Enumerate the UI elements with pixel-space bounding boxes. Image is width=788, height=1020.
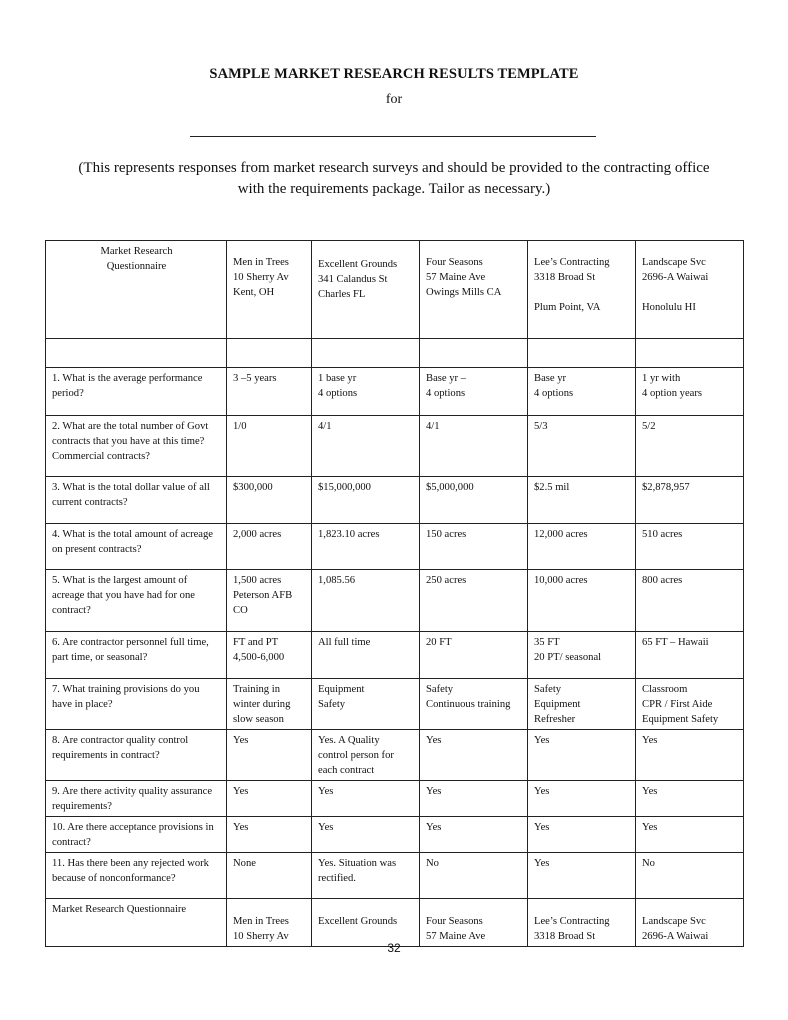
answer-cell: Yes	[227, 781, 312, 817]
answer-cell: Yes	[227, 817, 312, 853]
answer-cell: $2,878,957	[636, 477, 744, 524]
answer-cell: FT and PT 4,500-6,000	[227, 632, 312, 679]
vendor-footer: Excellent Grounds	[312, 899, 420, 947]
question-cell: 5. What is the largest amount of acreage that you have had for one contract?	[46, 570, 227, 632]
answer-cell: 150 acres	[420, 524, 528, 570]
answer-cell: 35 FT 20 PT/ seasonal	[528, 632, 636, 679]
answer-cell: Yes	[528, 817, 636, 853]
footer-label: Market Research Questionnaire	[46, 899, 227, 947]
table-cell	[46, 339, 227, 368]
table-footer-row	[46, 899, 744, 947]
answer-cell: 20 FT	[420, 632, 528, 679]
question-cell: 9. Are there activity quality assurance requirements?	[46, 781, 227, 817]
answer-cell: 1,085.56	[312, 570, 420, 632]
vendor-footer: Men in Trees 10 Sherry Av	[227, 899, 312, 947]
table-row	[46, 781, 744, 817]
question-cell: 1. What is the average performance period?	[46, 368, 227, 416]
vendor-header: Men in Trees 10 Sherry Av Kent, OH	[227, 241, 312, 339]
answer-cell: $15,000,000	[312, 477, 420, 524]
table-row	[46, 853, 744, 899]
answer-cell: Yes	[636, 730, 744, 781]
vendor-footer: Four Seasons 57 Maine Ave	[420, 899, 528, 947]
header-label: Market Research Questionnaire	[46, 241, 227, 339]
answer-cell: 510 acres	[636, 524, 744, 570]
table-row	[46, 416, 744, 477]
table-row	[46, 679, 744, 730]
answer-cell: 5/3	[528, 416, 636, 477]
answer-cell: 3 –5 years	[227, 368, 312, 416]
vendor-header: Landscape Svc 2696-A Waiwai Honolulu HI	[636, 241, 744, 339]
question-cell: 11. Has there been any rejected work because of nonconformance?	[46, 853, 227, 899]
answer-cell: 250 acres	[420, 570, 528, 632]
answer-cell: 10,000 acres	[528, 570, 636, 632]
vendor-footer: Lee’s Contracting 3318 Broad St	[528, 899, 636, 947]
question-cell: 8. Are contractor quality control requirements in contract?	[46, 730, 227, 781]
answer-cell: 1/0	[227, 416, 312, 477]
table-cell	[636, 339, 744, 368]
question-cell: 10. Are there acceptance provisions in contract?	[46, 817, 227, 853]
answer-cell: 4/1	[420, 416, 528, 477]
table-row	[46, 524, 744, 570]
vendor-header: Four Seasons 57 Maine Ave Owings Mills CA	[420, 241, 528, 339]
question-cell: 4. What is the total amount of acreage on present contracts?	[46, 524, 227, 570]
question-cell: 6. Are contractor personnel full time, part time, or seasonal?	[46, 632, 227, 679]
answer-cell: 1,500 acres Peterson AFB CO	[227, 570, 312, 632]
answer-cell: Yes	[227, 730, 312, 781]
answer-cell: Yes	[528, 781, 636, 817]
table-header-row	[46, 241, 744, 339]
answer-cell: Yes	[420, 730, 528, 781]
document-title: SAMPLE MARKET RESEARCH RESULTS TEMPLATE	[209, 66, 579, 82]
answer-cell: $300,000	[227, 477, 312, 524]
table-cell	[528, 339, 636, 368]
answer-cell: 1 yr with 4 option years	[636, 368, 744, 416]
question-cell: 3. What is the total dollar value of all current contracts?	[46, 477, 227, 524]
answer-cell: Yes	[312, 817, 420, 853]
answer-cell: Training in winter during slow season	[227, 679, 312, 730]
question-cell: 2. What are the total number of Govt contracts that you have at this time? Commercial contracts?	[46, 416, 227, 477]
answer-cell: 800 acres	[636, 570, 744, 632]
answer-cell: 5/2	[636, 416, 744, 477]
table-row	[46, 632, 744, 679]
answer-cell: 1 base yr 4 options	[312, 368, 420, 416]
answer-cell: Yes	[528, 853, 636, 899]
market-research-table	[45, 240, 744, 947]
answer-cell: Safety Continuous training	[420, 679, 528, 730]
answer-cell: No	[636, 853, 744, 899]
answer-cell: None	[227, 853, 312, 899]
answer-cell: Safety Equipment Refresher	[528, 679, 636, 730]
instruction-note: (This represents responses from market research surveys and should be provided to the contracting office with the requirements package. Tailor as necessary.)	[78, 160, 710, 197]
answer-cell: Equipment Safety	[312, 679, 420, 730]
table-cell	[227, 339, 312, 368]
answer-cell: Classroom CPR / First Aide Equipment Safety	[636, 679, 744, 730]
answer-cell: All full time	[312, 632, 420, 679]
for-label: for	[385, 92, 403, 107]
table-row	[46, 817, 744, 853]
table-row	[46, 570, 744, 632]
answer-cell: 1,823.10 acres	[312, 524, 420, 570]
answer-cell: 2,000 acres	[227, 524, 312, 570]
answer-cell: $2.5 mil	[528, 477, 636, 524]
answer-cell: Yes	[420, 817, 528, 853]
answer-cell: 4/1	[312, 416, 420, 477]
answer-cell: $5,000,000	[420, 477, 528, 524]
answer-cell: 65 FT – Hawaii	[636, 632, 744, 679]
table-cell	[420, 339, 528, 368]
table-row	[46, 477, 744, 524]
answer-cell: Yes	[528, 730, 636, 781]
answer-cell: Yes	[636, 817, 744, 853]
table-row	[46, 368, 744, 416]
page-number: 32	[387, 941, 401, 955]
spacer-row	[46, 339, 744, 368]
answer-cell: Base yr – 4 options	[420, 368, 528, 416]
table-cell	[312, 339, 420, 368]
answer-cell: No	[420, 853, 528, 899]
vendor-header: Lee’s Contracting 3318 Broad St Plum Point, VA	[528, 241, 636, 339]
answer-cell: Yes. Situation was rectified.	[312, 853, 420, 899]
answer-cell: Yes	[420, 781, 528, 817]
vendor-footer: Landscape Svc 2696-A Waiwai	[636, 899, 744, 947]
answer-cell: Base yr 4 options	[528, 368, 636, 416]
answer-cell: Yes	[312, 781, 420, 817]
answer-cell: Yes. A Quality control person for each contract	[312, 730, 420, 781]
question-cell: 7. What training provisions do you have in place?	[46, 679, 227, 730]
vendor-header: Excellent Grounds 341 Calandus St Charles FL	[312, 241, 420, 339]
blank-line	[190, 136, 596, 137]
table-row	[46, 730, 744, 781]
answer-cell: 12,000 acres	[528, 524, 636, 570]
answer-cell: Yes	[636, 781, 744, 817]
